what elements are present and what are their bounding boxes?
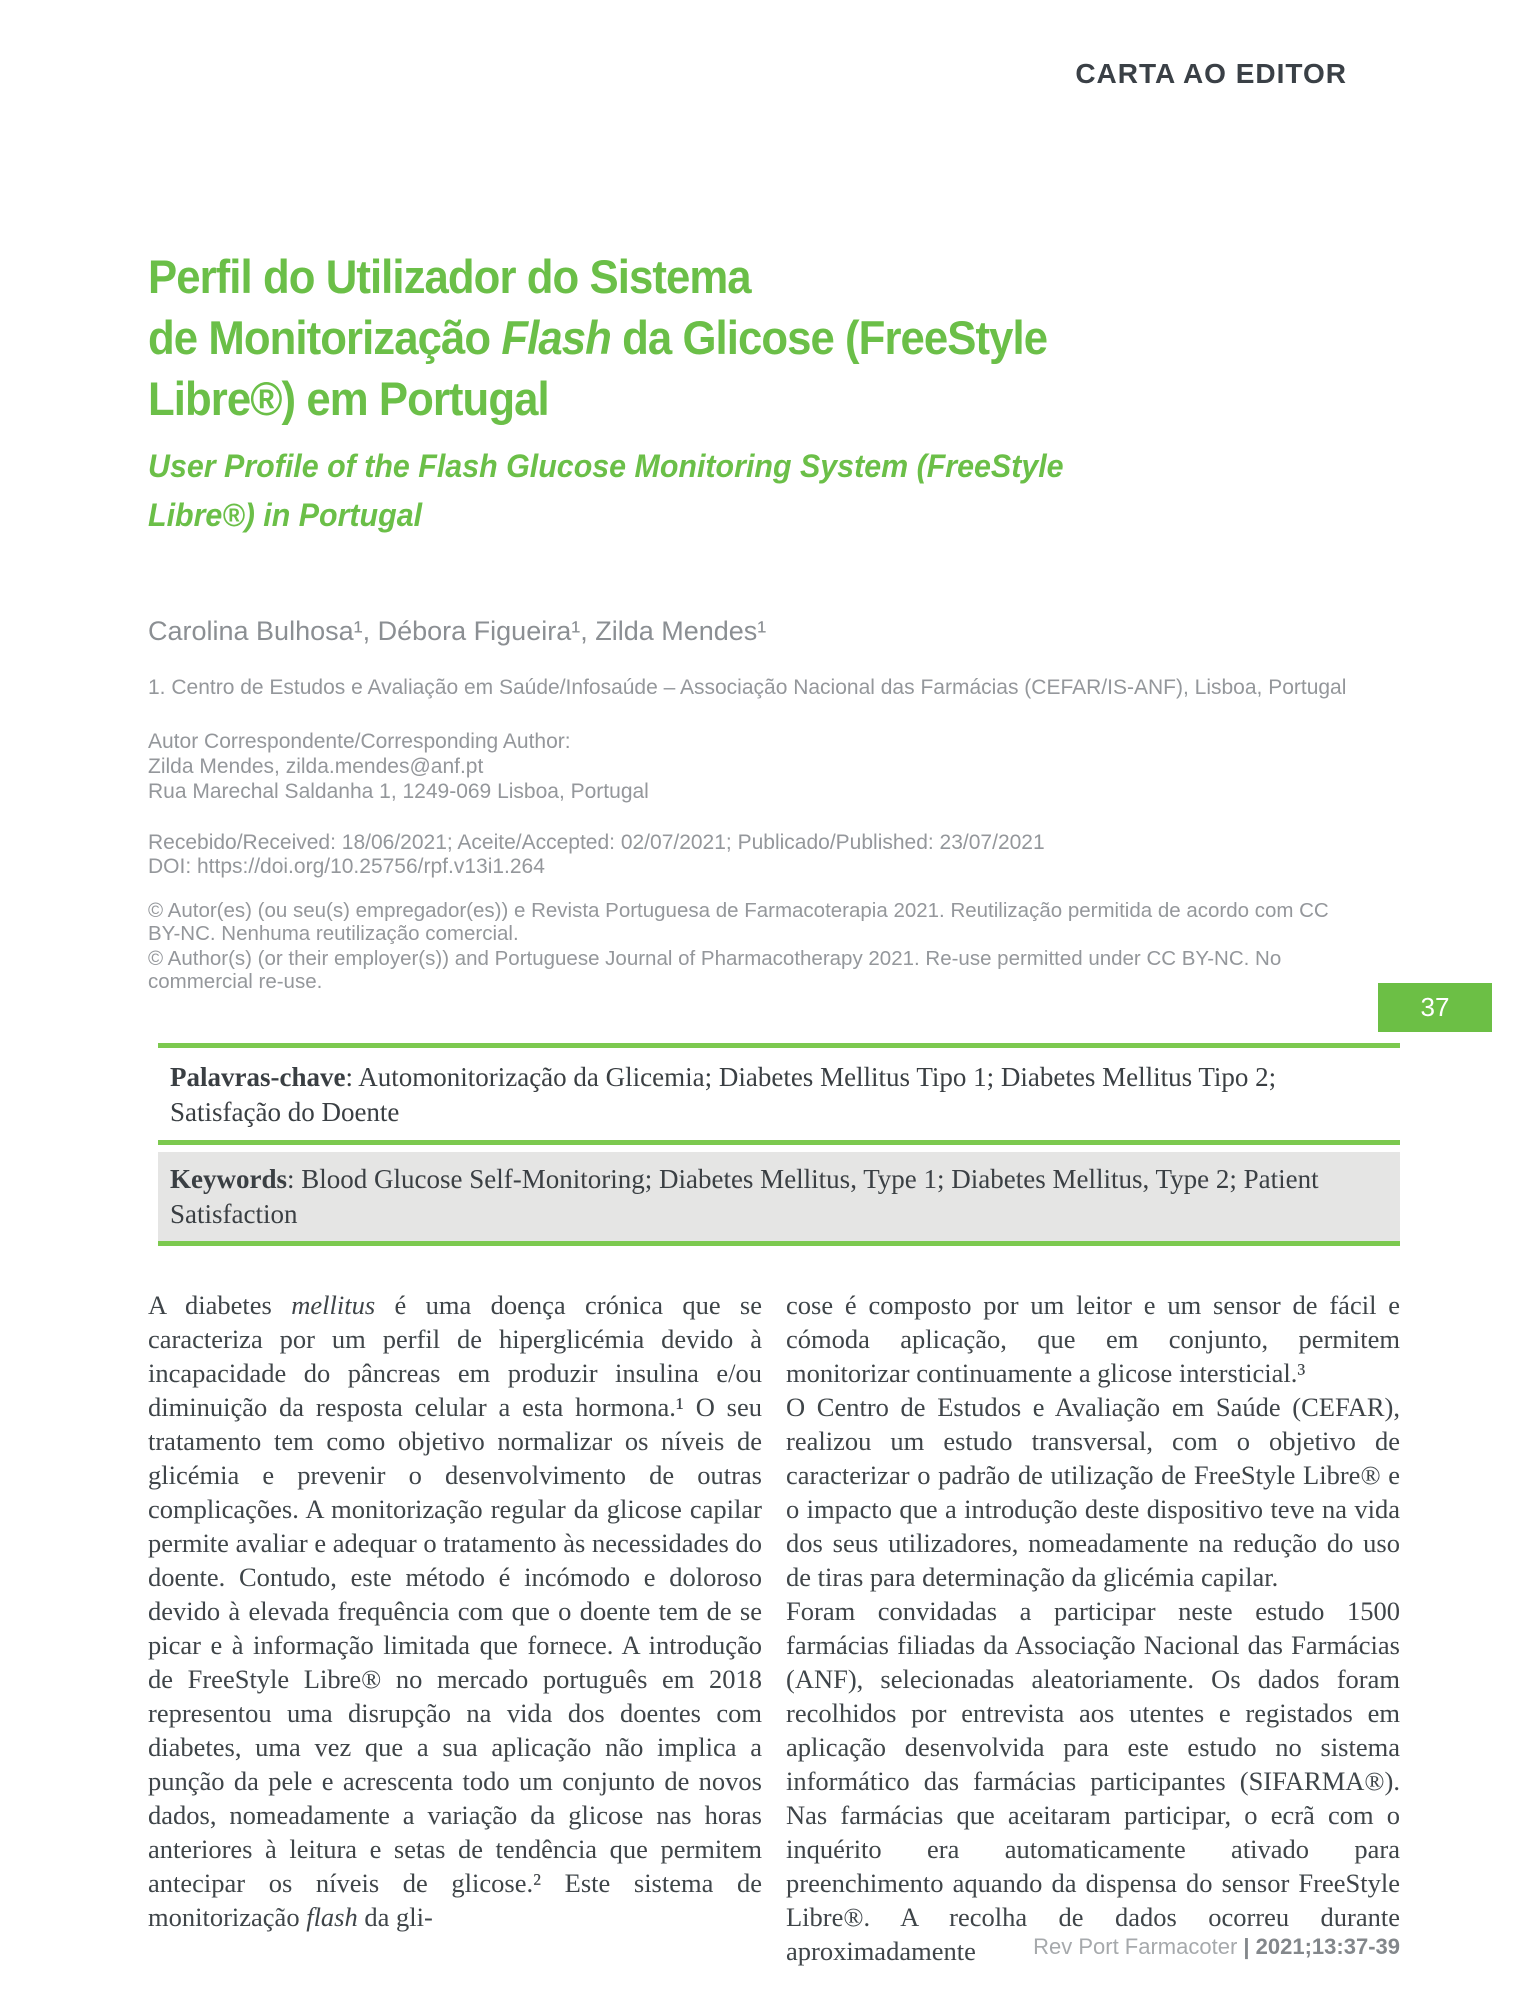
keywords-pt-box: Palavras-chave: Automonitorização da Glicemia; Diabetes Mellitus Tipo 1; Diabetes Mellitus Tipo 2; Satisfação do Doente	[158, 1043, 1400, 1145]
body-paragraph: O Centro de Estudos e Avaliação em Saúde (CEFAR), realizou um estudo transversal, com o objetivo de caracterizar o padrão de utilização de FreeStyle Libre® e o impacto que a introdução deste dispositivo teve na vida dos seus utilizadores, nomeadamente na redução do uso de tiras para determinação da glicémia capilar.	[786, 1392, 1400, 1592]
keywords-en-box: Keywords: Blood Glucose Self-Monitoring; Diabetes Mellitus, Type 1; Diabetes Mellitus, Type 2; Patient Satisfaction	[158, 1152, 1400, 1246]
body-column-right	[786, 1288, 1400, 1968]
body-paragraph: Foram convidadas a participar neste estudo 1500 farmácias filiadas da Associação Nacional das Farmácias (ANF), selecionadas aleatoriamente. Os dados foram recolhidos por entrevista aos utentes e registados em aplicação desenvolvida para este estudo no sistema informático das farmácias participantes (SIFARMA®). Nas farmácias que aceitaram participar, o ecrã com o inquérito era automaticamente ativado para preenchimento aquando da dispensa do sensor FreeStyle Libre®. A recolha de dados ocorreu durante aproximadamente	[786, 1596, 1400, 1966]
dates-line: Recebido/Received: 18/06/2021; Aceite/Accepted: 02/07/2021; Publicado/Published: 23/07/2021	[148, 831, 1045, 854]
article-title-en-line2: Libre®) in Portugal	[148, 497, 423, 533]
body-paragraph: cose é composto por um leitor e um sensor de fácil e cómoda aplicação, que em conjunto, permitem monitorizar continuamente a glicose intersticial.³	[786, 1290, 1400, 1388]
article-title-pt	[148, 246, 1311, 429]
corresponding-author-label: Autor Correspondente/Corresponding Author:	[148, 730, 571, 753]
journal-footer-name: Rev Port Farmacoter	[1033, 1934, 1244, 1959]
corresponding-author-contact: Zilda Mendes, zilda.mendes@anf.pt	[148, 755, 484, 778]
article-title-en	[148, 442, 1336, 540]
copyright-block	[148, 899, 1338, 995]
page-number-badge: 37	[1378, 983, 1492, 1032]
affiliation-line: 1. Centro de Estudos e Avaliação em Saúde/Infosaúde – Associação Nacional das Farmácias (CEFAR/IS-ANF), Lisboa, Portugal	[148, 676, 1347, 699]
article-title-pt-line2: de Monitorização Flash da Glicose (FreeStyle	[148, 311, 1048, 364]
article-title-pt-line1: Perfil do Utilizador do Sistema	[148, 250, 751, 303]
corresponding-author-block	[148, 729, 649, 804]
doi-line: DOI: https://doi.org/10.25756/rpf.v13i1.264	[148, 855, 545, 878]
journal-footer-citation: | 2021;13:37-39	[1243, 1934, 1400, 1959]
authors-line: Carolina Bulhosa¹, Débora Figueira¹, Zilda Mendes¹	[148, 616, 767, 646]
body-paragraph: A diabetes mellitus é uma doença crónica que se caracteriza por um perfil de hiperglicémia devido à incapacidade do pâncreas em produzir insulina e/ou diminuição da resposta celular a esta hormona.¹ O seu tratamento tem como objetivo normalizar os níveis de glicémia e prevenir o desenvolvimento de outras complicações. A monitorização regular da glicose capilar permite avaliar e adequar o tratamento às necessidades do doente. Contudo, este método é incómodo e doloroso devido à elevada frequência com que o doente tem de se picar e à informação limitada que fornece. A introdução de FreeStyle Libre® no mercado português em 2018 representou uma disrupção na vida dos doentes com diabetes, uma vez que a sua aplicação não implica a punção da pele e acrescenta todo um conjunto de novos dados, nomeadamente a variação da glicose nas horas anteriores à leitura e setas de tendência que permitem antecipar os níveis de glicose.² Este sistema de monitorização flash da gli-	[148, 1290, 763, 1932]
dates-block	[148, 831, 1045, 879]
article-title-en-line1: User Profile of the Flash Glucose Monitoring System (FreeStyle	[148, 448, 1064, 484]
article-type-label: CARTA AO EDITOR	[1075, 58, 1347, 89]
article-title-pt-line3: Libre®) em Portugal	[148, 372, 549, 425]
copyright-en: © Author(s) (or their employer(s)) and Portuguese Journal of Pharmacotherapy 2021. Re-use permitted under CC BY-NC. No commercial re-use.	[148, 947, 1282, 993]
copyright-pt: © Autor(es) (ou seu(s) empregador(es)) e Revista Portuguesa de Farmacoterapia 2021. Reutilização permitida de acordo com CC BY-NC. Nenhuma reutilização comercial.	[148, 899, 1329, 945]
corresponding-author-address: Rua Marechal Saldanha 1, 1249-069 Lisboa, Portugal	[148, 780, 649, 803]
journal-footer	[1033, 1934, 1400, 1960]
body-column-left	[148, 1288, 762, 1934]
